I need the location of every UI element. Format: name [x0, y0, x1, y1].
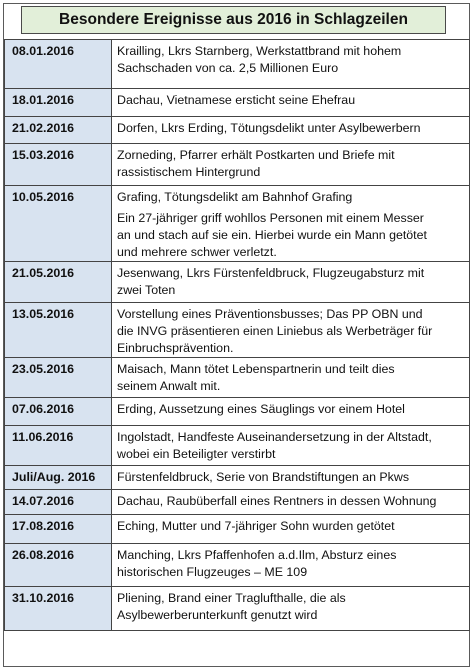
event-date: 10.05.2016: [5, 186, 112, 262]
event-description: [112, 466, 470, 490]
event-text-line: Dachau, Raubüberfall eines Rentners in dessen Wohnung: [117, 494, 437, 508]
event-text-line: Dorfen, Lkrs Erding, Tötungsdelikt unter Asylbewerbern: [117, 121, 421, 135]
event-date: 23.05.2016: [5, 358, 112, 398]
table-row: [5, 426, 470, 466]
event-description: [112, 303, 470, 358]
event-text-line: die INVG präsentieren einen Liniebus als Werbeträger für: [117, 324, 433, 338]
event-text-line: Vorstellung eines Präventionsbusses; Das PP OBN und: [117, 307, 423, 321]
event-description: [112, 544, 470, 587]
event-description: [112, 262, 470, 303]
event-text-line: wobei ein Beteiligter verstirbt: [117, 447, 276, 461]
table-row: [5, 262, 470, 303]
event-date: 21.05.2016: [5, 262, 112, 303]
table-row: [5, 358, 470, 398]
event-text-line: und mehrere schwer verletzt.: [117, 245, 277, 259]
event-text-line: Einbruchsprävention.: [117, 341, 234, 355]
event-text-line: Sachschaden von ca. 2,5 Millionen Euro: [117, 61, 339, 75]
event-text-line: Pliening, Brand einer Traglufthalle, die als: [117, 591, 346, 605]
event-text-line: Zorneding, Pfarrer erhält Postkarten und Briefe mit: [117, 148, 395, 162]
event-description: [112, 515, 470, 544]
event-text-line: Jesenwang, Lkrs Fürstenfeldbruck, Flugzeugabsturz mit: [117, 266, 425, 280]
event-text-line: Fürstenfeldbruck, Serie von Brandstiftungen an Pkws: [117, 470, 410, 484]
page-title: Besondere Ereignisse aus 2016 in Schlagzeilen: [21, 6, 446, 34]
table-row: [5, 186, 470, 262]
event-text-line: zwei Toten: [117, 283, 176, 297]
event-text-line: seinem Anwalt mit.: [117, 379, 221, 393]
event-text-line: Ingolstadt, Handfeste Auseinandersetzung in der Altstadt,: [117, 430, 432, 444]
event-date: 17.08.2016: [5, 515, 112, 544]
table-row: [5, 117, 470, 144]
event-date: 26.08.2016: [5, 544, 112, 587]
event-text-line: historischen Flugzeuges – ME 109: [117, 565, 308, 579]
table-row: [5, 544, 470, 587]
event-text-line: an und stach auf sie ein. Hierbei wurde ein Mann getötet: [117, 228, 427, 242]
event-description: [112, 490, 470, 515]
event-text-line: Erding, Aussetzung eines Säuglings vor einem Hotel: [117, 402, 405, 416]
table-row: [5, 144, 470, 186]
event-description: [112, 587, 470, 631]
event-description: [112, 426, 470, 466]
event-date: 21.02.2016: [5, 117, 112, 144]
event-date: Juli/Aug. 2016: [5, 466, 112, 490]
event-description: [112, 358, 470, 398]
event-date: 18.01.2016: [5, 89, 112, 117]
event-date: 11.06.2016: [5, 426, 112, 466]
event-date: 14.07.2016: [5, 490, 112, 515]
event-text-line: Ein 27-jähriger griff wohllos Personen mit einem Messer: [117, 211, 424, 225]
table-row: [5, 587, 470, 631]
event-text-line: Grafing, Tötungsdelikt am Bahnhof Grafing: [117, 190, 353, 204]
table-row: [5, 466, 470, 490]
event-text-line: Dachau, Vietnamese ersticht seine Ehefrau: [117, 93, 356, 107]
table-row: [5, 40, 470, 89]
table-row: [5, 89, 470, 117]
event-description: [112, 117, 470, 144]
event-text-line: Manching, Lkrs Pfaffenhofen a.d.Ilm, Absturz eines: [117, 548, 397, 562]
event-date: 31.10.2016: [5, 587, 112, 631]
event-text-line: Asylbewerberunterkunft genutzt wird: [117, 608, 318, 622]
event-date: 15.03.2016: [5, 144, 112, 186]
event-text-line: rassistischem Hintergrund: [117, 165, 261, 179]
event-description: [112, 89, 470, 117]
table-row: [5, 515, 470, 544]
events-table: [4, 39, 470, 631]
event-text-line: Krailling, Lkrs Starnberg, Werkstattbrand mit hohem: [117, 44, 402, 58]
event-date: 13.05.2016: [5, 303, 112, 358]
event-text-line: Eching, Mutter und 7-jähriger Sohn wurden getötet: [117, 519, 395, 533]
event-text-line: Maisach, Mann tötet Lebenspartnerin und teilt dies: [117, 362, 395, 376]
event-description: [112, 40, 470, 89]
event-date: 08.01.2016: [5, 40, 112, 89]
table-row: [5, 490, 470, 515]
event-description: [112, 186, 470, 262]
event-date: 07.06.2016: [5, 398, 112, 426]
table-row: [5, 303, 470, 358]
event-description: [112, 144, 470, 186]
table-row: [5, 398, 470, 426]
event-description: [112, 398, 470, 426]
